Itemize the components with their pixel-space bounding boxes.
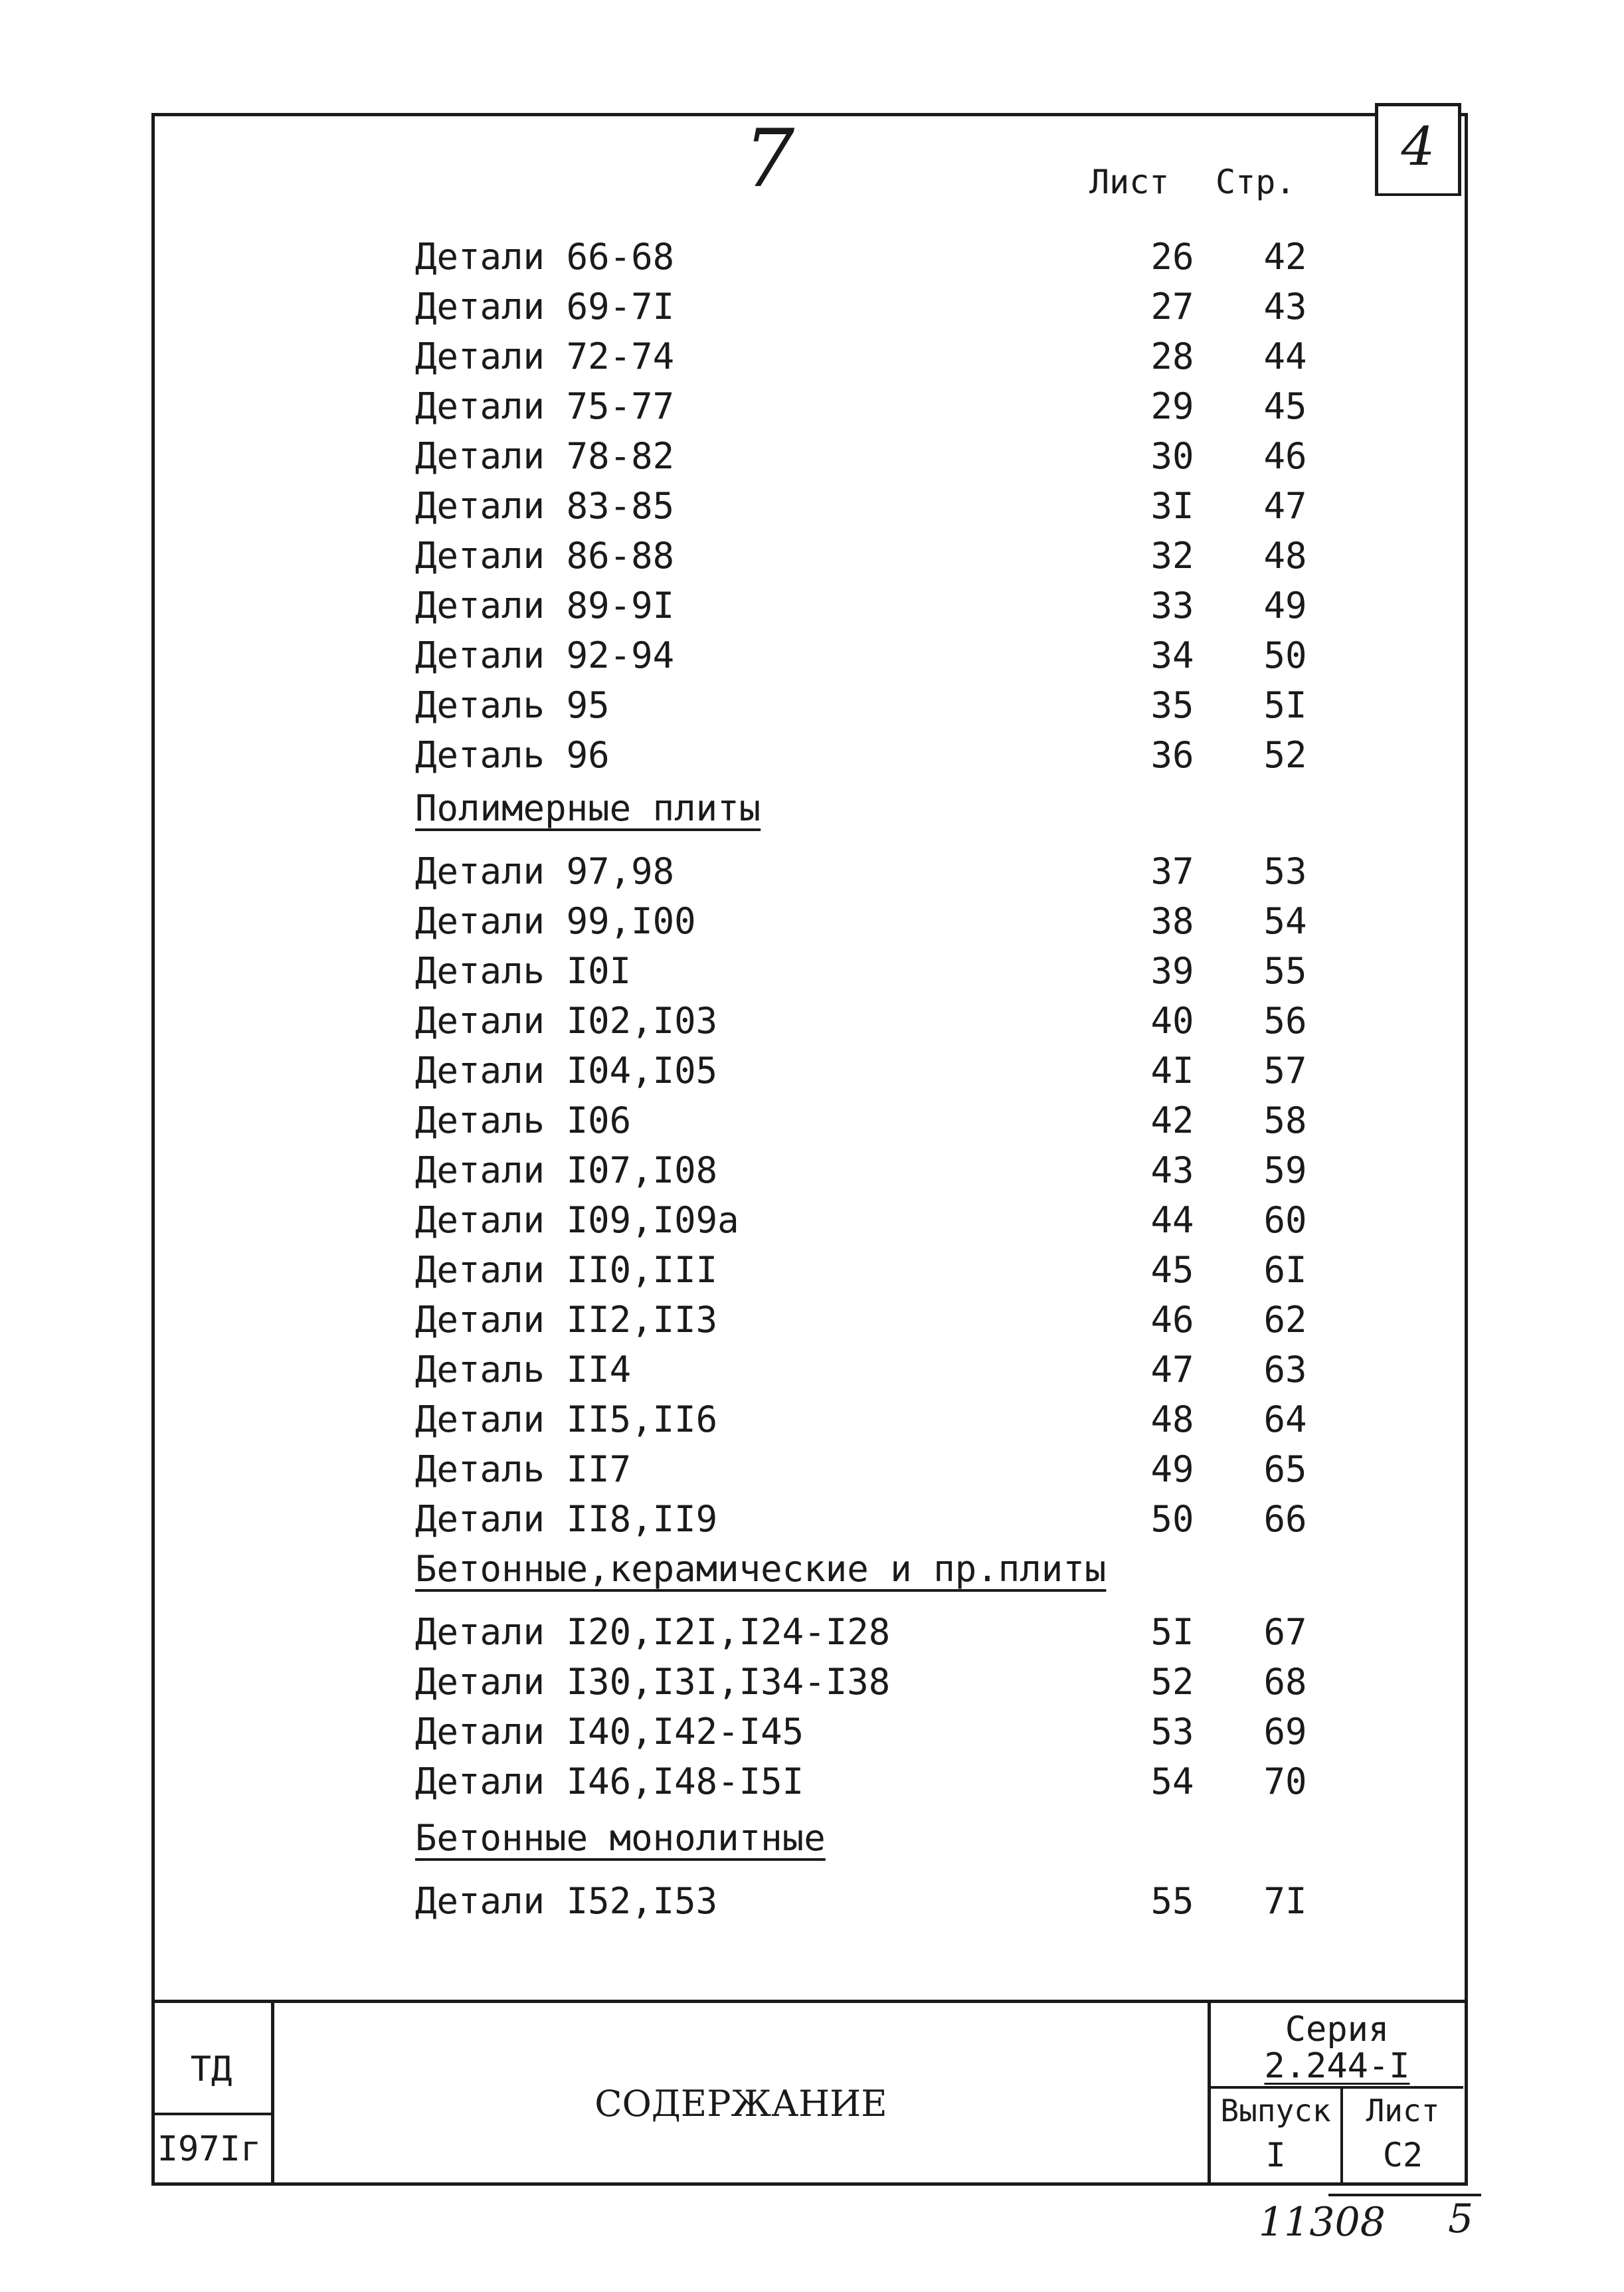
toc-row bbox=[415, 535, 1345, 581]
toc-row bbox=[415, 1711, 1345, 1757]
issue-value: I bbox=[1265, 2136, 1286, 2174]
toc-row bbox=[415, 236, 1345, 282]
title-block bbox=[151, 2000, 1468, 2186]
toc-row-page: 63 bbox=[1263, 1349, 1307, 1390]
toc-row bbox=[415, 1448, 1345, 1495]
toc-row-sheet: 46 bbox=[1150, 1299, 1194, 1341]
toc-row-label: Детали 86-88 bbox=[415, 535, 675, 577]
toc-row-label: Детали II8,II9 bbox=[415, 1498, 718, 1540]
toc-row bbox=[415, 1398, 1345, 1445]
toc-row bbox=[415, 1880, 1345, 1927]
toc-row-label: Детали 97,98 bbox=[415, 850, 675, 892]
toc-row-sheet: 30 bbox=[1150, 435, 1194, 477]
toc-row-label: Детали I20,I2I,I24-I28 bbox=[415, 1611, 891, 1653]
toc-row-label: Деталь 96 bbox=[415, 734, 610, 776]
toc-row bbox=[415, 1149, 1345, 1196]
toc-row-sheet: 33 bbox=[1150, 585, 1194, 626]
toc-row-page: 56 bbox=[1263, 1000, 1307, 1042]
toc-row-sheet: 40 bbox=[1150, 1000, 1194, 1042]
toc-row-sheet: 28 bbox=[1150, 335, 1194, 377]
toc-row-sheet: 50 bbox=[1150, 1498, 1194, 1540]
toc-row-page: 60 bbox=[1263, 1199, 1307, 1241]
title-block-code: ТД bbox=[190, 2050, 232, 2089]
toc-row-label: Детали II5,II6 bbox=[415, 1398, 718, 1440]
toc-row-label: Детали 99,I00 bbox=[415, 900, 696, 942]
section-heading-concrete: Бетонные,керамические и пр.плиты bbox=[415, 1548, 1107, 1590]
toc-row bbox=[415, 385, 1345, 432]
toc-row-label: Детали I02,I03 bbox=[415, 1000, 718, 1042]
toc-row bbox=[415, 1498, 1345, 1545]
toc-row bbox=[415, 1099, 1345, 1146]
toc-row-page: 49 bbox=[1263, 585, 1307, 626]
toc-row-page: 46 bbox=[1263, 435, 1307, 477]
toc-row-page: 53 bbox=[1263, 850, 1307, 892]
toc-row-sheet: 43 bbox=[1150, 1149, 1194, 1191]
toc-row-label: Детали 75-77 bbox=[415, 385, 675, 427]
toc-row-page: 68 bbox=[1263, 1661, 1307, 1703]
toc-row bbox=[415, 1050, 1345, 1096]
toc-row-sheet: 55 bbox=[1150, 1880, 1194, 1922]
toc-row bbox=[415, 485, 1345, 531]
toc-row-sheet: 34 bbox=[1150, 634, 1194, 676]
toc-row-label: Детали I04,I05 bbox=[415, 1050, 718, 1092]
sheet-label: Лист bbox=[1366, 2093, 1440, 2129]
toc-row-label: Детали I30,I3I,I34-I38 bbox=[415, 1661, 891, 1703]
toc-row-label: Детали 69-7I bbox=[415, 286, 675, 328]
toc-row-sheet: 45 bbox=[1150, 1249, 1194, 1291]
toc-row-sheet: 35 bbox=[1150, 684, 1194, 726]
title-block-divider bbox=[1211, 2086, 1463, 2089]
toc-row bbox=[415, 585, 1345, 631]
toc-row-page: 52 bbox=[1263, 734, 1307, 776]
toc-row-label: Детали 89-9I bbox=[415, 585, 675, 626]
toc-row bbox=[415, 335, 1345, 382]
toc-row-label: Детали I46,I48-I5I bbox=[415, 1761, 804, 1802]
archive-page-mark: 5 bbox=[1448, 2196, 1474, 2242]
toc-row-label: Детали I40,I42-I45 bbox=[415, 1711, 804, 1753]
toc-row-page: 54 bbox=[1263, 900, 1307, 942]
title-block-year: I97Iг bbox=[157, 2129, 262, 2169]
toc-row-page: 47 bbox=[1263, 485, 1307, 527]
toc-row-page: 6I bbox=[1263, 1249, 1307, 1291]
toc-row-sheet: 3I bbox=[1150, 485, 1194, 527]
toc-row-sheet: 38 bbox=[1150, 900, 1194, 942]
section-heading-polymer: Полимерные плиты bbox=[415, 787, 761, 829]
toc-row-sheet: 48 bbox=[1150, 1398, 1194, 1440]
toc-row-sheet: 47 bbox=[1150, 1349, 1194, 1390]
toc-row-page: 7I bbox=[1263, 1880, 1307, 1922]
toc-row bbox=[415, 1249, 1345, 1295]
toc-row-page: 44 bbox=[1263, 335, 1307, 377]
handwritten-mark: 7 bbox=[744, 113, 795, 205]
document-title: СОДЕРЖАНИЕ bbox=[594, 2083, 887, 2125]
toc-row-sheet: 52 bbox=[1150, 1661, 1194, 1703]
toc-row-page: 5I bbox=[1263, 684, 1307, 726]
toc-row-page: 62 bbox=[1263, 1299, 1307, 1341]
toc-row-label: Детали I52,I53 bbox=[415, 1880, 718, 1922]
toc-row-page: 43 bbox=[1263, 286, 1307, 328]
sheet-value: С2 bbox=[1382, 2136, 1423, 2174]
corner-page-number: 4 bbox=[1401, 116, 1435, 177]
title-block-divider bbox=[151, 2113, 271, 2115]
section-heading-monolithic: Бетонные монолитные bbox=[415, 1817, 826, 1859]
toc-row-label: Детали I09,I09а bbox=[415, 1199, 739, 1241]
toc-row bbox=[415, 950, 1345, 997]
toc-row bbox=[415, 1000, 1345, 1046]
column-header-page: Стр. bbox=[1216, 163, 1296, 201]
toc-row bbox=[415, 1611, 1345, 1658]
toc-row-page: 50 bbox=[1263, 634, 1307, 676]
toc-row-label: Деталь II4 bbox=[415, 1349, 632, 1390]
toc-row-label: Деталь II7 bbox=[415, 1448, 632, 1490]
toc-row-page: 55 bbox=[1263, 950, 1307, 992]
toc-row-label: Детали II0,III bbox=[415, 1249, 718, 1291]
archive-number: 11308 bbox=[1259, 2199, 1386, 2245]
toc-row-label: Детали 72-74 bbox=[415, 335, 675, 377]
toc-row-sheet: 5I bbox=[1150, 1611, 1194, 1653]
toc-row-page: 64 bbox=[1263, 1398, 1307, 1440]
toc-row-label: Детали 92-94 bbox=[415, 634, 675, 676]
toc-row bbox=[415, 1299, 1345, 1345]
toc-row-sheet: 49 bbox=[1150, 1448, 1194, 1490]
toc-row-page: 42 bbox=[1263, 236, 1307, 278]
toc-row-sheet: 32 bbox=[1150, 535, 1194, 577]
toc-row-page: 69 bbox=[1263, 1711, 1307, 1753]
toc-row bbox=[415, 634, 1345, 681]
toc-row bbox=[415, 435, 1345, 482]
toc-row bbox=[415, 900, 1345, 947]
toc-row-label: Детали I07,I08 bbox=[415, 1149, 718, 1191]
toc-row-page: 70 bbox=[1263, 1761, 1307, 1802]
series-value: 2.244-I bbox=[1264, 2046, 1410, 2086]
toc-row-sheet: 29 bbox=[1150, 385, 1194, 427]
toc-row-sheet: 4I bbox=[1150, 1050, 1194, 1092]
toc-row bbox=[415, 1661, 1345, 1707]
toc-row-page: 45 bbox=[1263, 385, 1307, 427]
toc-row bbox=[415, 1199, 1345, 1246]
toc-row-sheet: 54 bbox=[1150, 1761, 1194, 1802]
toc-row-label: Детали 83-85 bbox=[415, 485, 675, 527]
column-header-sheet: Лист bbox=[1089, 163, 1170, 201]
corner-page-box bbox=[1375, 103, 1461, 196]
toc-row-sheet: 39 bbox=[1150, 950, 1194, 992]
toc-row bbox=[415, 286, 1345, 332]
toc-row-sheet: 26 bbox=[1150, 236, 1194, 278]
toc-row-sheet: 27 bbox=[1150, 286, 1194, 328]
toc-row-sheet: 37 bbox=[1150, 850, 1194, 892]
toc-row-sheet: 42 bbox=[1150, 1099, 1194, 1141]
toc-row-label: Детали 78-82 bbox=[415, 435, 675, 477]
toc-row-page: 66 bbox=[1263, 1498, 1307, 1540]
toc-row-label: Деталь I06 bbox=[415, 1099, 632, 1141]
toc-row-label: Деталь 95 bbox=[415, 684, 610, 726]
toc-row-page: 48 bbox=[1263, 535, 1307, 577]
issue-label: Выпуск bbox=[1220, 2093, 1331, 2129]
toc-row-sheet: 53 bbox=[1150, 1711, 1194, 1753]
toc-row bbox=[415, 734, 1345, 781]
toc-row-page: 65 bbox=[1263, 1448, 1307, 1490]
toc-row-page: 67 bbox=[1263, 1611, 1307, 1653]
toc-row bbox=[415, 1349, 1345, 1395]
toc-row-sheet: 36 bbox=[1150, 734, 1194, 776]
series-label: Серия bbox=[1285, 2010, 1390, 2050]
toc-row-sheet: 44 bbox=[1150, 1199, 1194, 1241]
toc-row bbox=[415, 850, 1345, 897]
toc-row bbox=[415, 684, 1345, 731]
toc-row-label: Деталь I0I bbox=[415, 950, 632, 992]
toc-row-label: Детали II2,II3 bbox=[415, 1299, 718, 1341]
toc-row-label: Детали 66-68 bbox=[415, 236, 675, 278]
toc-row-page: 58 bbox=[1263, 1099, 1307, 1141]
toc-row bbox=[415, 1761, 1345, 1807]
toc-row-page: 59 bbox=[1263, 1149, 1307, 1191]
toc-row-page: 57 bbox=[1263, 1050, 1307, 1092]
